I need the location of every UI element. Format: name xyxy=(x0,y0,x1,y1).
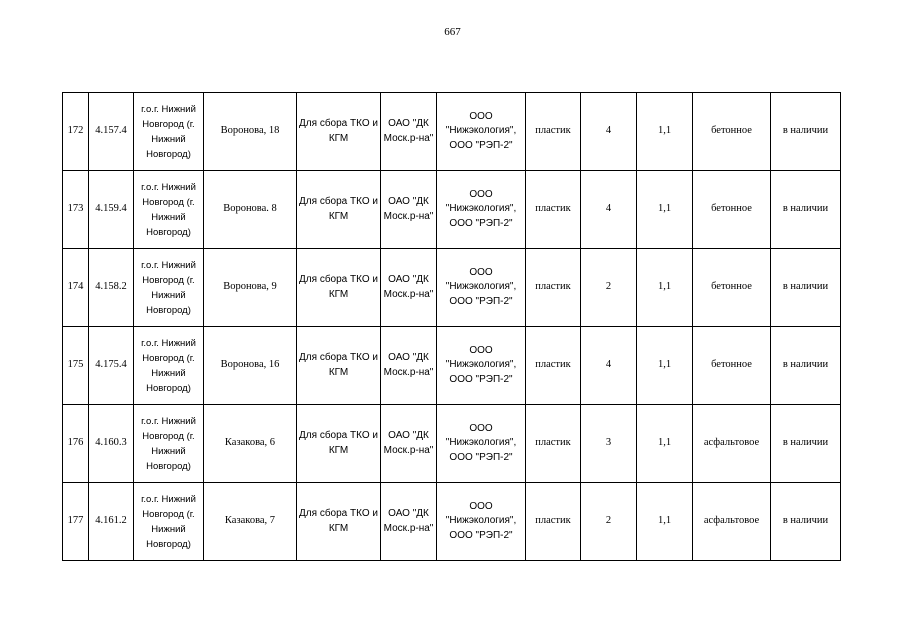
address-cell: Казакова, 6 xyxy=(204,405,297,483)
availability-status-cell: в наличии xyxy=(771,483,841,561)
surface-type-cell: бетонное xyxy=(693,171,771,249)
availability-status-cell: в наличии xyxy=(771,405,841,483)
registry-code-cell: 4.160.3 xyxy=(89,405,134,483)
address-cell: Воронова, 16 xyxy=(204,327,297,405)
purpose-cell: Для сбора ТКО и КГМ xyxy=(297,327,381,405)
operator-cell: ООО "Нижэкология", ООО "РЭП-2" xyxy=(437,171,526,249)
container-volume-cell: 1,1 xyxy=(637,249,693,327)
row-number-cell: 177 xyxy=(63,483,89,561)
registry-code-cell: 4.157.4 xyxy=(89,93,134,171)
container-count-cell: 3 xyxy=(581,405,637,483)
container-volume-cell: 1,1 xyxy=(637,93,693,171)
container-material-cell: пластик xyxy=(526,93,581,171)
owner-cell: ОАО "ДК Моск.р-на" xyxy=(381,483,437,561)
purpose-cell: Для сбора ТКО и КГМ xyxy=(297,93,381,171)
container-material-cell: пластик xyxy=(526,483,581,561)
table-row xyxy=(63,93,841,171)
table-row xyxy=(63,171,841,249)
container-sites-table xyxy=(62,92,841,561)
district-cell: г.о.г. Нижний Новгород (г. Нижний Новгород) xyxy=(134,327,204,405)
table-row xyxy=(63,249,841,327)
container-volume-cell: 1,1 xyxy=(637,483,693,561)
owner-cell: ОАО "ДК Моск.р-на" xyxy=(381,171,437,249)
district-cell: г.о.г. Нижний Новгород (г. Нижний Новгород) xyxy=(134,483,204,561)
operator-cell: ООО "Нижэкология", ООО "РЭП-2" xyxy=(437,93,526,171)
operator-cell: ООО "Нижэкология", ООО "РЭП-2" xyxy=(437,483,526,561)
address-cell: Воронова, 9 xyxy=(204,249,297,327)
district-cell: г.о.г. Нижний Новгород (г. Нижний Новгород) xyxy=(134,405,204,483)
availability-status-cell: в наличии xyxy=(771,327,841,405)
owner-cell: ОАО "ДК Моск.р-на" xyxy=(381,93,437,171)
row-number-cell: 173 xyxy=(63,171,89,249)
container-material-cell: пластик xyxy=(526,249,581,327)
operator-cell: ООО "Нижэкология", ООО "РЭП-2" xyxy=(437,405,526,483)
table-row xyxy=(63,327,841,405)
surface-type-cell: бетонное xyxy=(693,93,771,171)
container-count-cell: 2 xyxy=(581,483,637,561)
district-cell: г.о.г. Нижний Новгород (г. Нижний Новгород) xyxy=(134,171,204,249)
district-cell: г.о.г. Нижний Новгород (г. Нижний Новгород) xyxy=(134,93,204,171)
availability-status-cell: в наличии xyxy=(771,249,841,327)
row-number-cell: 176 xyxy=(63,405,89,483)
registry-code-cell: 4.161.2 xyxy=(89,483,134,561)
registry-code-cell: 4.175.4 xyxy=(89,327,134,405)
container-material-cell: пластик xyxy=(526,405,581,483)
container-volume-cell: 1,1 xyxy=(637,405,693,483)
container-count-cell: 4 xyxy=(581,327,637,405)
surface-type-cell: бетонное xyxy=(693,249,771,327)
registry-code-cell: 4.159.4 xyxy=(89,171,134,249)
row-number-cell: 172 xyxy=(63,93,89,171)
container-count-cell: 4 xyxy=(581,93,637,171)
container-volume-cell: 1,1 xyxy=(637,171,693,249)
table-body xyxy=(63,93,841,561)
purpose-cell: Для сбора ТКО и КГМ xyxy=(297,483,381,561)
availability-status-cell: в наличии xyxy=(771,93,841,171)
container-material-cell: пластик xyxy=(526,171,581,249)
surface-type-cell: асфальтовое xyxy=(693,405,771,483)
container-count-cell: 2 xyxy=(581,249,637,327)
row-number-cell: 175 xyxy=(63,327,89,405)
page-number: 667 xyxy=(444,26,461,38)
availability-status-cell: в наличии xyxy=(771,171,841,249)
owner-cell: ОАО "ДК Моск.р-на" xyxy=(381,249,437,327)
address-cell: Воронова, 18 xyxy=(204,93,297,171)
surface-type-cell: асфальтовое xyxy=(693,483,771,561)
owner-cell: ОАО "ДК Моск.р-на" xyxy=(381,405,437,483)
container-count-cell: 4 xyxy=(581,171,637,249)
purpose-cell: Для сбора ТКО и КГМ xyxy=(297,171,381,249)
address-cell: Воронова. 8 xyxy=(204,171,297,249)
container-volume-cell: 1,1 xyxy=(637,327,693,405)
table-row xyxy=(63,405,841,483)
row-number-cell: 174 xyxy=(63,249,89,327)
owner-cell: ОАО "ДК Моск.р-на" xyxy=(381,327,437,405)
operator-cell: ООО "Нижэкология", ООО "РЭП-2" xyxy=(437,249,526,327)
address-cell: Казакова, 7 xyxy=(204,483,297,561)
registry-code-cell: 4.158.2 xyxy=(89,249,134,327)
district-cell: г.о.г. Нижний Новгород (г. Нижний Новгород) xyxy=(134,249,204,327)
table-row xyxy=(63,483,841,561)
purpose-cell: Для сбора ТКО и КГМ xyxy=(297,405,381,483)
operator-cell: ООО "Нижэкология", ООО "РЭП-2" xyxy=(437,327,526,405)
container-material-cell: пластик xyxy=(526,327,581,405)
surface-type-cell: бетонное xyxy=(693,327,771,405)
purpose-cell: Для сбора ТКО и КГМ xyxy=(297,249,381,327)
